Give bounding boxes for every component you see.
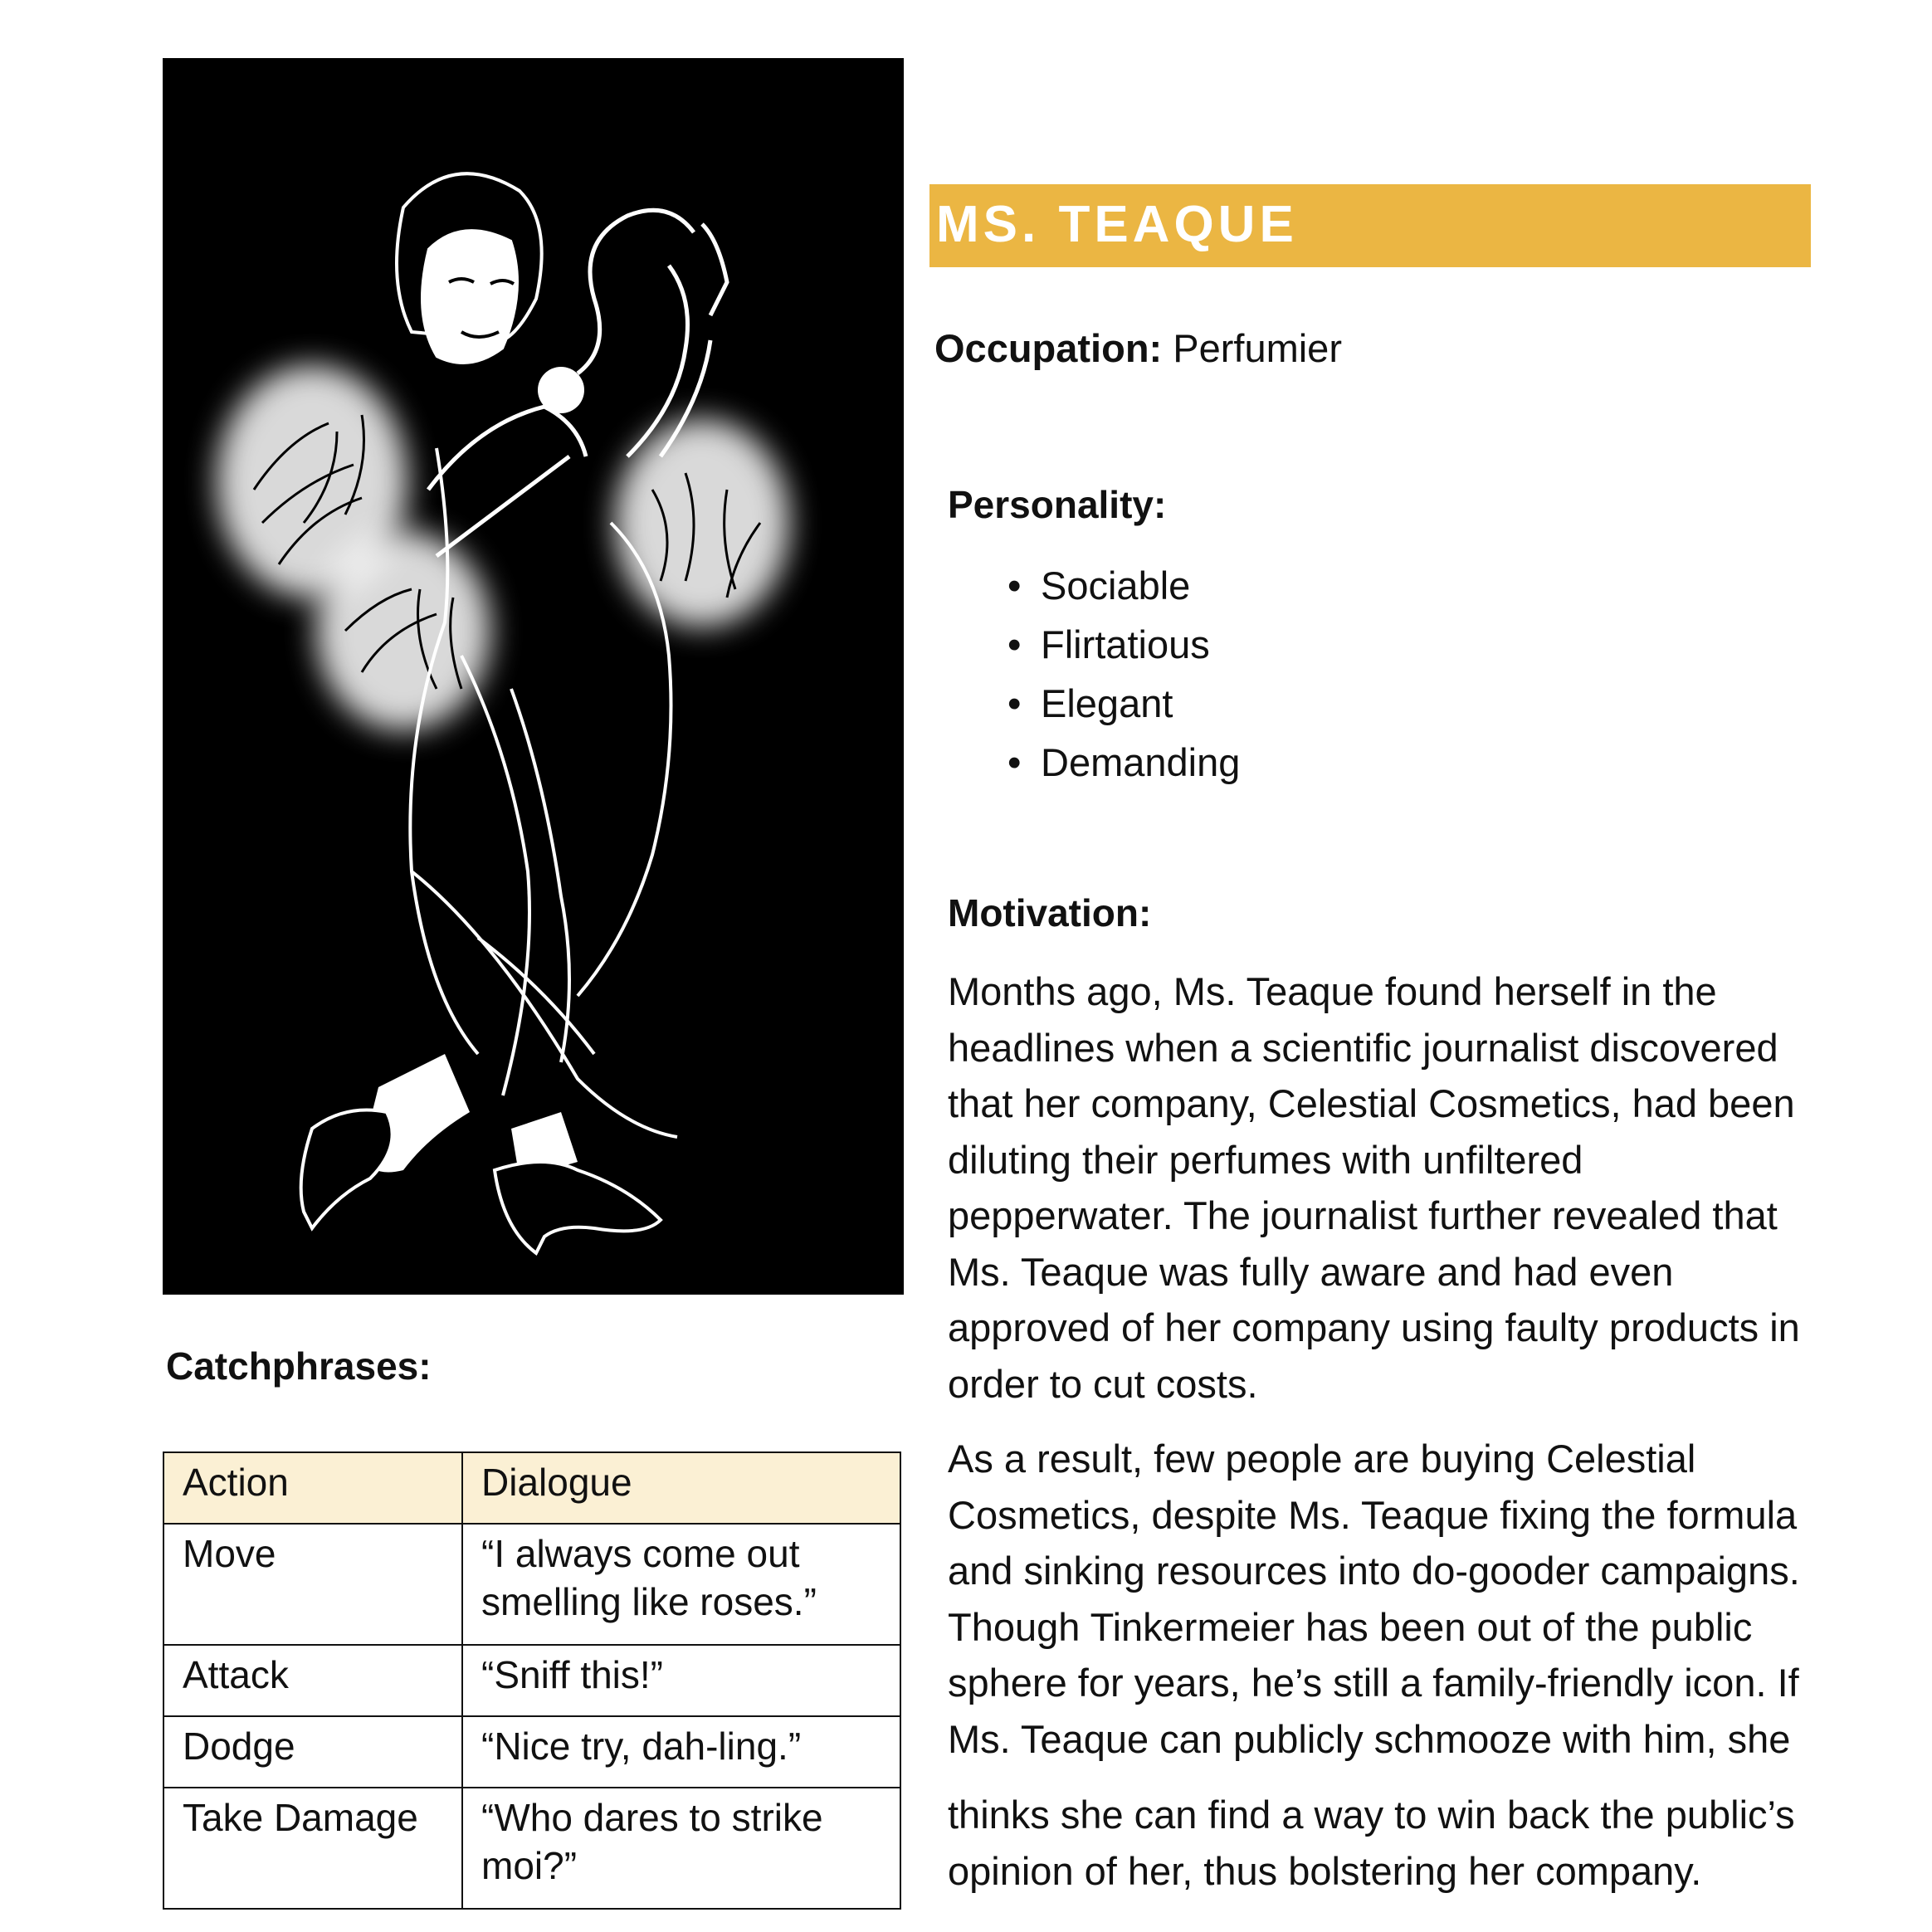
figure-head [397,173,542,363]
personality-trait: • Sociable [1007,556,1240,615]
occupation-label: Occupation: [934,326,1163,370]
action-cell: Move [163,1524,462,1645]
character-name: MS. TEAQUE [936,196,1298,253]
action-cell: Dodge [163,1716,462,1788]
personality-trait: • Demanding [1007,733,1240,792]
figure-shoes [301,1054,661,1253]
motivation-heading: Motivation: [948,891,1152,934]
personality-list [1007,556,1240,792]
motivation-paragraph: thinks she can find a way to win back the public’s opinion of her, thus bolstering her company. [948,1793,1795,1893]
table-row [163,1716,900,1788]
dialogue-cell: “Who dares to strike moi?” [462,1788,900,1909]
catchphrases-table [163,1451,901,1910]
catchphrases-heading: Catchphrases: [166,1344,432,1388]
character-portrait [163,58,904,1295]
dialogue-cell: “Sniff this!” [462,1645,900,1716]
occupation-line [934,325,1342,372]
motivation-paragraph: Months ago, Ms. Teaque found herself in the headlines when a scientific journalist discovered that her company, Celestial Cosmetics, had been diluting their perfumes with unfiltered pepperwater. The journalist further revealed that Ms. Teaque was fully aware and had even approved of her company using faulty products in order to cut costs. [948,969,1800,1406]
character-illustration [163,58,904,1295]
personality-heading: Personality: [948,483,1167,526]
flower-icon [538,367,584,413]
action-cell: Attack [163,1645,462,1716]
table-row [163,1645,900,1716]
table-row [163,1788,900,1909]
column-header-action: Action [163,1452,462,1524]
occupation-value: Perfumier [1173,326,1342,370]
motivation-paragraph: As a result, few people are buying Celestial Cosmetics, despite Ms. Teaque fixing the formula and sinking resources into do-gooder campaigns. Though Tinkermeier has been out of the public sphere for years, he’s still a family-friendly icon. If Ms. Teaque can publicly schmooze with him, she [948,1437,1800,1761]
personality-trait: • Elegant [1007,674,1240,733]
character-name-banner [929,184,1811,267]
action-cell: Take Damage [163,1788,462,1909]
table-row [163,1524,900,1645]
personality-trait: • Flirtatious [1007,615,1240,674]
dialogue-cell: “I always come out smelling like roses.” [462,1524,900,1645]
column-header-dialogue: Dialogue [462,1452,900,1524]
dialogue-cell: “Nice try, dah-ling.” [462,1716,900,1788]
table-header-row [163,1452,900,1524]
fur-stole-glow [217,365,789,730]
